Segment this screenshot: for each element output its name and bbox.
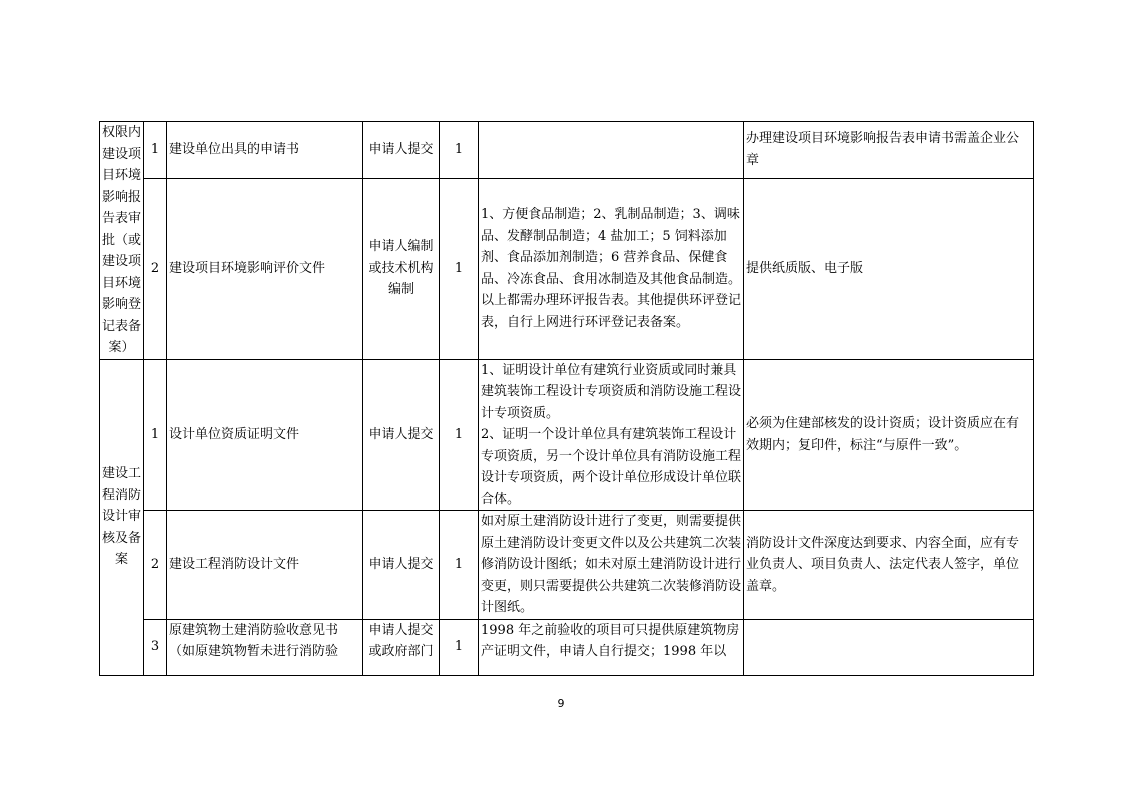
material-source: 申请人提交 bbox=[363, 122, 440, 179]
material-name: 设计单位资质证明文件 bbox=[167, 359, 363, 511]
copy-count: 1 bbox=[440, 619, 479, 675]
material-description bbox=[479, 122, 744, 179]
table-row bbox=[100, 122, 1034, 179]
table-row bbox=[100, 359, 1034, 511]
copy-count: 1 bbox=[440, 122, 479, 179]
category-cell: 权限内建设项目环境影响报告表审批（或建设项目环境影响登记表备案） bbox=[100, 122, 144, 360]
row-number: 2 bbox=[144, 511, 167, 620]
material-source-text: 申请人提交或政府部门 bbox=[368, 622, 434, 659]
row-number: 1 bbox=[144, 359, 167, 511]
material-source: 申请人编制或技术机构编制 bbox=[363, 178, 440, 359]
table-row bbox=[100, 619, 1034, 675]
material-name-text: 原建筑物土建消防验收意见书（如原建筑物暂未进行消防验 bbox=[169, 622, 339, 659]
row-number: 3 bbox=[144, 619, 167, 675]
material-description: 1、方便食品制造；2、乳制品制造；3、调味品、发酵制品制造；4 盐加工；5 饲料添加剂、食品添加剂制造；6 营养食品、保健食品、冷冻食品、食用冰制造及其他食品制造。以上都需办理环评报告表。其他提供环评登记表，自行上网进行环评登记表备案。 bbox=[479, 178, 744, 359]
copy-count: 1 bbox=[440, 511, 479, 620]
material-name: 建设工程消防设计文件 bbox=[167, 511, 363, 620]
material-description-text: 1998 年之前验收的项目可只提供原建筑物房产证明文件，申请人自行提交；1998 年以 bbox=[481, 622, 740, 659]
material-remark: 必须为住建部核发的设计资质；设计资质应在有效期内；复印件，标注“与原件一致”。 bbox=[744, 359, 1034, 511]
material-name bbox=[167, 619, 363, 675]
row-number: 2 bbox=[144, 178, 167, 359]
material-remark bbox=[744, 619, 1034, 675]
material-description: 如对原土建消防设计进行了变更，则需要提供原土建消防设计变更文件以及公共建筑二次装修消防设计图纸；如未对原土建消防设计进行变更，则只需要提供公共建筑二次装修消防设计图纸。 bbox=[479, 511, 744, 620]
material-description bbox=[479, 619, 744, 675]
material-source bbox=[363, 619, 440, 675]
table-row bbox=[100, 511, 1034, 620]
material-remark: 提供纸质版、电子版 bbox=[744, 178, 1034, 359]
material-remark: 办理建设项目环境影响报告表申请书需盖企业公章 bbox=[744, 122, 1034, 179]
material-description: 1、证明设计单位有建筑行业资质或同时兼具建筑装饰工程设计专项资质和消防设施工程设计专项资质。 2、证明一个设计单位具有建筑装饰工程设计专项资质，另一个设计单位具有消防设施工程设计专项资质，两个设计单位形成设计单位联合体。 bbox=[479, 359, 744, 511]
copy-count: 1 bbox=[440, 178, 479, 359]
materials-table bbox=[99, 121, 1034, 676]
material-name: 建设项目环境影响评价文件 bbox=[167, 178, 363, 359]
category-cell: 建设工程消防设计审核及备案 bbox=[100, 359, 144, 675]
page-number: 9 bbox=[557, 697, 565, 710]
material-name: 建设单位出具的申请书 bbox=[167, 122, 363, 179]
material-source: 申请人提交 bbox=[363, 511, 440, 620]
row-number: 1 bbox=[144, 122, 167, 179]
material-source: 申请人提交 bbox=[363, 359, 440, 511]
copy-count: 1 bbox=[440, 359, 479, 511]
table-row bbox=[100, 178, 1034, 359]
material-remark: 消防设计文件深度达到要求、内容全面，应有专业负责人、项目负责人、法定代表人签字，单位盖章。 bbox=[744, 511, 1034, 620]
